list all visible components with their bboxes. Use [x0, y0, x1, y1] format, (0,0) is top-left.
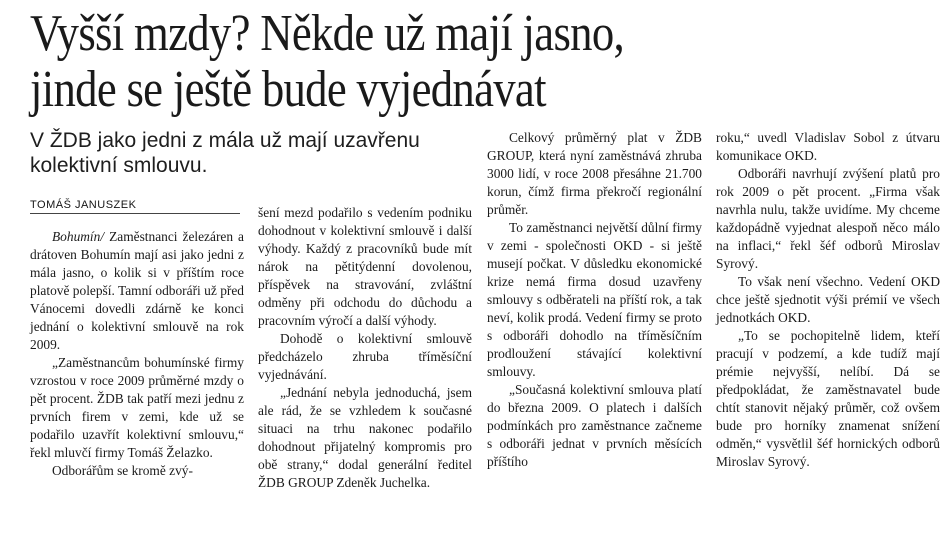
paragraph: Dohodě o kolektivní smlouvě předcházelo zhruba tříměsíční vyjednávání. [258, 331, 472, 382]
byline: TOMÁŠ JANUSZEK [30, 199, 240, 214]
dateline: Bohumín/ [52, 229, 105, 244]
paragraph: To zaměstnanci největší důlní firmy v zemi - společnosti OKD - si ještě musejí počkat. V důsledku ekonomické krize nemá firma dosud uzavřeny smlouvy s odběrateli na příští rok, a tak neví, kolik prodá. Vedení firmy se proto s odboráři dohodlo na tříměsíčním prodloužení stávající kolektivní smlouvy. [487, 220, 702, 379]
paragraph: „Současná kolektivní smlouva platí do března 2009. O platech i dalších podmínkách pro zaměstnance začneme s odboráři jednat v prvních měsících příštího [487, 382, 702, 469]
paragraph: Odboráři navrhují zvýšení platů pro rok 2009 o pět procent. „Firma však navrhla nulu, takže uvidíme. My chceme každopádně vyjednat alespoň něco málo na inflaci,“ řekl šéf odborů Miroslav Syrový. [716, 166, 940, 271]
paragraph: roku,“ uvedl Vladislav Sobol z útvaru komunikace OKD. [716, 130, 940, 163]
article-column-2 [258, 204, 472, 492]
article-column-4 [716, 129, 940, 471]
paragraph: Celkový průměrný plat v ŽDB GROUP, která nyní zaměstnává zhruba 3000 lidí, v roce 2008 přesáhne 21.700 korun, čímž firma překročí regionální průměr. [487, 130, 702, 217]
paragraph: šení mezd podařilo s vedením podniku dohodnout v kolektivní smlouvě i další výhody. Každý z pracovníků bude mít nárok na pětitýdenní dovolenou, příspěvek na stravování, zvláštní odměny při odchodu do důchodu a pracovním výročí a další výhody. [258, 205, 472, 328]
headline-line-2: jinde se ještě bude vyjednávat [30, 61, 546, 118]
paragraph-text: Zaměstnanci železáren a drátoven Bohumín mají asi jako jedni z mála jasno, o kolik si v příštím roce platově polepší. Tamní odboráři už před Vánocemi dovedli zdárně ke konci jednání o kolektivní smlouvě na rok 2009. [30, 229, 244, 352]
paragraph: Odborářům se kromě zvý- [52, 463, 193, 478]
article-column-3 [487, 129, 702, 471]
headline [30, 6, 813, 118]
subheadline: V ŽDB jako jedni z mála už mají uzavřenu kolektivní smlouvu. [30, 129, 420, 177]
paragraph: „Zaměstnancům bohumínské firmy vzrostou v roce 2009 průměrné mzdy o pět procent. ŽDB tak patří mezi jednu z prvních firem v zemi, kde už se podařilo uzavřít kolektivní smlouvu,“ řekl mluvčí firmy Tomáš Želazko. [30, 355, 244, 460]
article-column-1 [30, 228, 244, 480]
paragraph: To však není všechno. Vedení OKD chce ještě sjednotit výši prémií ve všech jednotkách OKD. [716, 274, 940, 325]
paragraph [30, 228, 244, 354]
paragraph: „Jednání nebyla jednoduchá, jsem ale rád, že se vzhledem k současné situaci na trhu nakonec podařilo dohodnout přijatelný kompromis pro obě strany,“ dodal generální ředitel ŽDB GROUP Zdeněk Juchelka. [258, 385, 472, 490]
paragraph: „To se pochopitelně lidem, kteří pracují v podzemí, a kde tudíž mají prémie nejvyšší, nelíbí. Dá se předpokládat, že zaměstnavatel bude chtít stanovit nějaký průměr, což ovšem bude pro horníky znamenat snížení odměn,“ vysvětlil šéf hornických odborů Miroslav Syrový. [716, 328, 940, 469]
headline-line-1: Vyšší mzdy? Někde už mají jasno, [30, 5, 625, 62]
